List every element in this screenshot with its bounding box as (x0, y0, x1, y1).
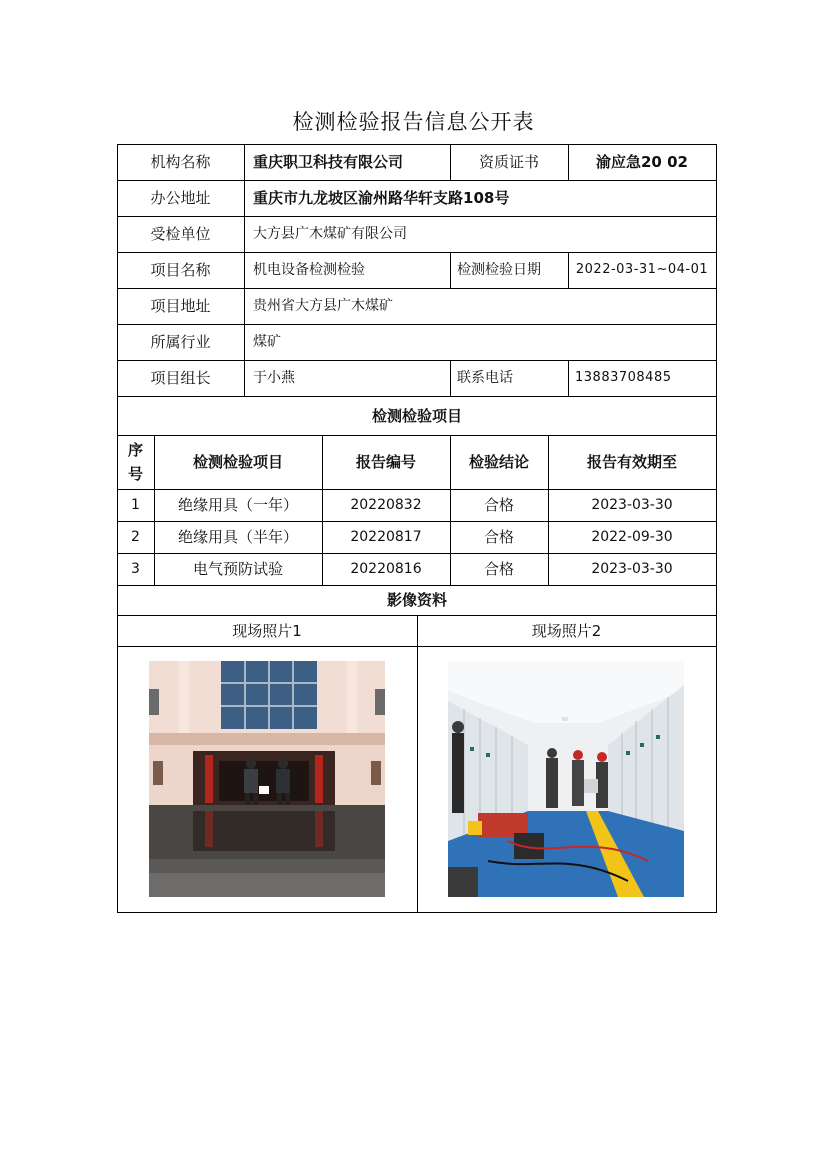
table-cell: 2 (131, 528, 140, 545)
address-value: 重庆市九龙坡区渝州路华轩支路108号 (253, 189, 510, 207)
table-cell: 2023-03-30 (591, 560, 673, 577)
table-cell: 3 (131, 560, 140, 577)
photo-1-label: 现场照片1 (232, 621, 302, 640)
report-table (117, 144, 717, 913)
table-cell: 合格 (483, 560, 514, 578)
col-header-report-no: 报告编号 (355, 453, 416, 471)
site-photo-1 (149, 661, 385, 897)
client-value: 大方县广木煤矿有限公司 (253, 225, 407, 242)
col-header-seq: 序号 (127, 441, 143, 483)
cert-value: 渝应急20 02 (596, 153, 688, 171)
address-label: 办公地址 (150, 189, 211, 207)
site-photo-2 (448, 661, 684, 897)
table-cell: 1 (131, 496, 140, 513)
col-header-item: 检测检验项目 (192, 453, 283, 471)
date-label: 检测检验日期 (457, 261, 541, 278)
table-cell: 20220832 (350, 496, 422, 513)
table-cell: 20220817 (350, 528, 422, 545)
table-cell: 电气预防试验 (192, 560, 283, 578)
phone-label: 联系电话 (457, 369, 513, 386)
table-cell: 绝缘用具（半年） (177, 528, 298, 546)
table-cell: 绝缘用具（一年） (177, 496, 298, 514)
items-section-title: 检测检验项目 (371, 406, 462, 425)
page-title: 检测检验报告信息公开表 (292, 110, 535, 134)
cert-label: 资质证书 (478, 153, 539, 171)
table-cell: 合格 (483, 496, 514, 514)
table-cell: 合格 (483, 528, 514, 546)
leader-label: 项目组长 (150, 369, 211, 387)
table-cell: 20220816 (350, 560, 422, 577)
site-label: 项目地址 (150, 297, 211, 315)
photo-2-label: 现场照片2 (531, 621, 602, 640)
leader-value: 于小燕 (253, 369, 295, 386)
site-value: 贵州省大方县广木煤矿 (253, 297, 393, 314)
org-name-value: 重庆职卫科技有限公司 (253, 153, 404, 171)
col-header-conclusion: 检验结论 (468, 453, 529, 471)
col-header-valid-until: 报告有效期至 (586, 453, 677, 471)
media-section-title: 影像资料 (386, 591, 447, 609)
project-name-label: 项目名称 (150, 261, 211, 279)
date-value: 2022-03-31~04-01 (575, 262, 709, 278)
table-cell: 2022-09-30 (591, 528, 673, 545)
table-cell: 2023-03-30 (591, 496, 673, 513)
phone-value: 13883708485 (575, 370, 672, 386)
industry-value: 煤矿 (253, 333, 281, 350)
project-name-value: 机电设备检测检验 (253, 261, 365, 278)
org-name-label: 机构名称 (150, 153, 211, 171)
client-label: 受检单位 (150, 225, 211, 243)
industry-label: 所属行业 (150, 333, 211, 351)
